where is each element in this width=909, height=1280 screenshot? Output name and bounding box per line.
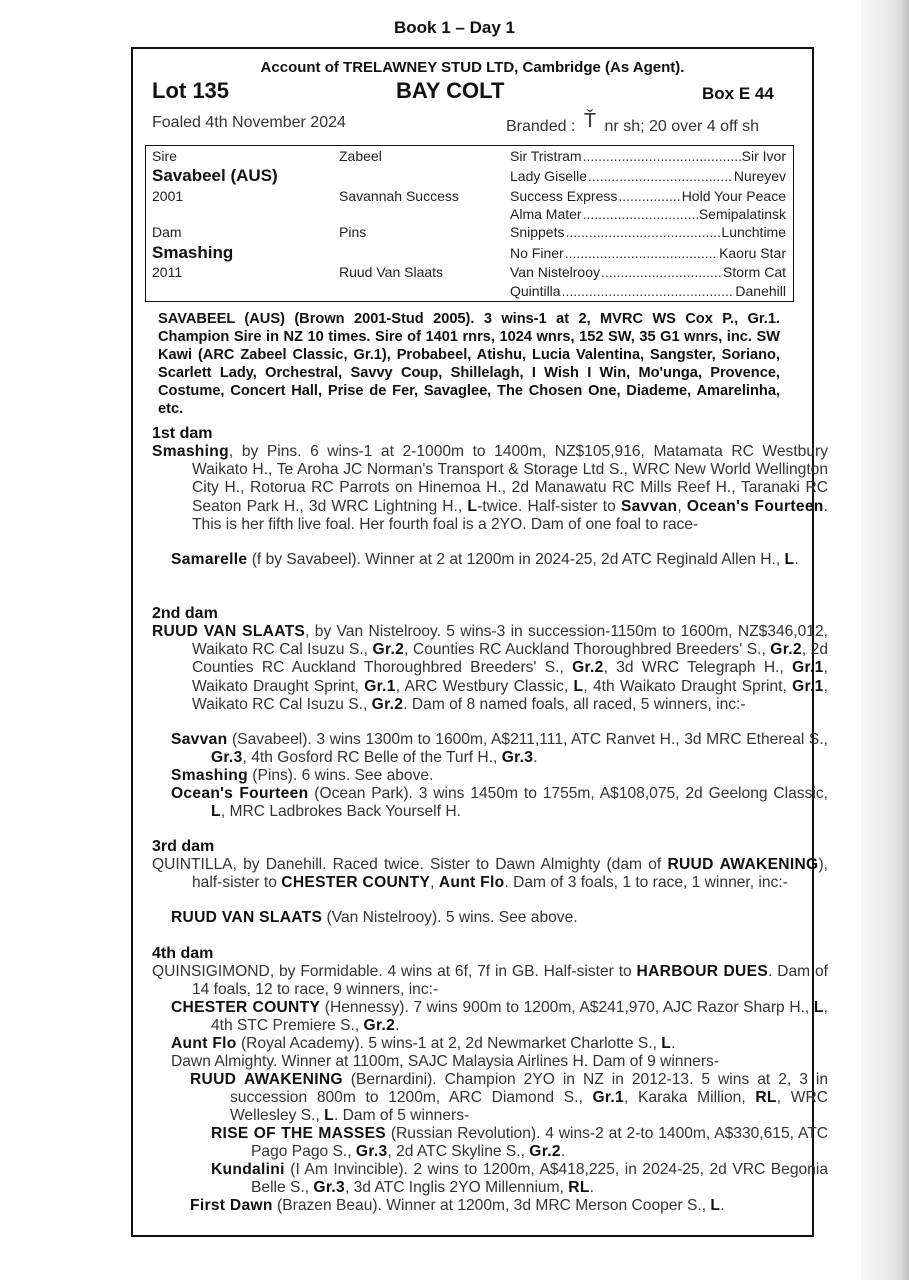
progeny-name: Ocean's Fourteen (171, 785, 309, 802)
group-label: Gr.3 (313, 1179, 345, 1197)
granddam: Ruud Van Slaats (339, 264, 444, 280)
text: , by Van Nistelrooy. 5 wins-3 in succession-1150m to 1600m, NZ$346,012, Waikato RC Cal Isuzu S., (192, 623, 828, 659)
progeny-name: Kundalini (211, 1161, 285, 1178)
box-number: Box E 44 (702, 84, 774, 103)
progeny-name: RUUD VAN SLAATS (171, 909, 323, 926)
grandsire: Zabeel (339, 148, 382, 164)
listed-label: L (467, 497, 478, 515)
text: , 2d Counties RC Auckland Thoroughbred Breeders' S., (192, 641, 829, 677)
pedigree-gen3-row (510, 168, 786, 184)
gen3-left: Quintilla (510, 283, 561, 299)
text: . (671, 1035, 676, 1052)
text: , Karaka Million, (624, 1089, 756, 1107)
gen3-right: Sir Ivor (741, 148, 786, 164)
text: , WRC Wellesley S., (230, 1089, 829, 1125)
dam-name: Smashing (152, 443, 229, 460)
pedigree-gen3-row (510, 224, 786, 240)
fourth-dam-progeny-dawn-almighty: Dawn Almighty. Winner at 1100m, SAJC Malaysia Airlines H. Dam of 9 winners- (171, 1053, 719, 1070)
gen3-right: Danehill (735, 283, 786, 299)
grand-progeny-ruud-awakening (190, 1071, 828, 1126)
text: , Waikato Draught Sprint, (192, 659, 828, 695)
pedigree-gen3-row (510, 148, 786, 164)
text: ), half-sister to (192, 856, 829, 892)
group-label: Gr.2 (572, 659, 604, 677)
gen3-right: Kaoru Star (719, 245, 786, 261)
second-dam-progeny-2 (171, 767, 828, 785)
first-dam-foal (171, 551, 828, 569)
dam-year: 2011 (152, 264, 183, 280)
text: (I Am Invincible). 2 wins to 1200m, A$418,225, in 2024-25, 2d VRC Begonia Belle S., (251, 1161, 828, 1197)
listed-label: L (784, 551, 795, 568)
text: (Royal Academy). 5 wins-1 at 2, 2d Newmarket Charlotte S., (236, 1035, 662, 1052)
group-label: Gr.2 (363, 1017, 396, 1035)
group-label: Gr.2 (529, 1143, 561, 1161)
group-label: Gr.3 (501, 749, 534, 767)
pedigree-gen3-row (510, 206, 786, 222)
text: (Hennessy). 7 wins 900m to 1200m, A$241,970, AJC Razor Sharp H., (320, 999, 814, 1016)
second-dam-heading: 2nd dam (152, 605, 218, 622)
sire-name: Savabeel (AUS) (152, 166, 278, 185)
page-edge-shadow (861, 0, 909, 1280)
pedigree-gen3-row (510, 283, 786, 299)
text: . This is her fifth live foal. Her fourth foal is a 2YO. Dam of one foal to race- (192, 497, 828, 533)
listed-label: L (324, 1107, 334, 1125)
gen3-right: Nureyev (733, 168, 786, 184)
progeny-name: Smashing (171, 767, 248, 784)
progeny-name: RUUD AWAKENING (190, 1071, 343, 1088)
foal-name: Samarelle (171, 551, 248, 568)
text: , (677, 497, 687, 515)
text: . Dam of 3 foals, 1 to race, 1 winner, inc:- (504, 874, 788, 892)
text: . Dam of 8 named foals, all raced, 5 winners, inc:- (403, 695, 746, 713)
progeny-name: CHESTER COUNTY (171, 999, 321, 1016)
group-label: Gr.2 (371, 695, 404, 713)
colour-sex: BAY COLT (396, 78, 505, 103)
listed-label: L (573, 677, 584, 695)
grand-progeny-first-dawn (190, 1197, 828, 1215)
text: , 3d WRC Telegraph H., (603, 659, 793, 677)
branded-text: nr sh; 20 over 4 off sh (604, 118, 759, 135)
text: , 4th Waikato Draught Sprint, (583, 677, 793, 695)
first-dam-heading: 1st dam (152, 425, 213, 442)
third-dam-text (152, 856, 828, 892)
horse-name: HARBOUR DUES (636, 963, 769, 980)
sire-summary: SAVABEEL (AUS) (Brown 2001-Stud 2005). 3 wins-1 at 2, MVRC WS Cox P., Gr.1. Champion Sire in NZ 10 times. Sire of 1401 rnrs, 1024 wnrs, 152 SW, 35 G1 wnrs, inc. SW Kawi (ARC Zabeel Classic, Gr.1), Probabeel, Atishu, Lucia Valentina, Sangster, Soriano, Scarlett Lady, Orchestral, Savvy Coup, Shillelagh, I Wish I Win, Mo'unga, Provence, Costume, Concert Hall, Prise de Fer, Savaglee, The Chosen One, Diademe, Amarelinha, etc. (158, 311, 780, 417)
vendor-line: Account of TRELAWNEY STUD LTD, Cambridge (As Agent). (260, 59, 685, 76)
text: , Counties RC Auckland Thoroughbred Breeders' S., (404, 641, 771, 659)
gen3-left: Success Express (510, 188, 618, 204)
group-label: Gr.2 (372, 641, 405, 659)
progeny-name: RISE OF THE MASSES (211, 1125, 387, 1142)
gen3-left: Van Nistelrooy (510, 264, 601, 280)
progeny-name: Aunt Flo (171, 1035, 237, 1052)
sire-dam: Savannah Success (339, 188, 459, 204)
second-dam-text (152, 623, 828, 714)
text: (Van Nistelrooy). 5 wins. See above. (322, 909, 578, 926)
horse-name: RUUD AWAKENING (667, 856, 819, 873)
text: (Savabeel). 3 wins 1300m to 1600m, A$211,111, ATC Ranvet H., 3d MRC Ethereal S., (227, 731, 828, 748)
text: (Ocean Park). 3 wins 1450m to 1755m, A$108,075, 2d Geelong Classic, (308, 785, 828, 802)
sibling-name: Ocean's Fourteen (686, 497, 824, 515)
gen3-right: Hold Your Peace (681, 188, 786, 204)
text: . Dam of 5 winners- (334, 1107, 470, 1125)
text: . (720, 1197, 725, 1214)
horse-name: CHESTER COUNTY (281, 874, 431, 892)
foaled-date: Foaled 4th November 2024 (152, 114, 346, 131)
text: , 4th STC Premiere S., (211, 999, 829, 1035)
text: QUINSIGIMOND, by Formidable. 4 wins at 6f, 7f in GB. Half-sister to (152, 963, 637, 980)
second-dam-progeny-1 (171, 731, 828, 767)
pedigree-gen3-row (510, 188, 786, 204)
great-grand-progeny-kundalini (211, 1161, 828, 1197)
text: , 3d ATC Inglis 2YO Millennium, (344, 1179, 569, 1197)
first-dam-text (152, 443, 828, 534)
dam-name: Smashing (152, 243, 234, 262)
branded-label: Branded : (506, 118, 576, 135)
text: . (395, 1017, 400, 1035)
lot-number: Lot 135 (152, 78, 230, 103)
text: (f by Savabeel). Winner at 2 at 1200m in 2024-25, 2d ATC Reginald Allen H., (247, 551, 785, 568)
group-label: Gr.3 (211, 749, 243, 767)
group-label: Gr.1 (364, 677, 396, 695)
text: . (560, 1143, 566, 1161)
gen3-right: Lunchtime (721, 224, 786, 240)
text: , 2d ATC Skyline S., (387, 1143, 530, 1161)
gen3-right: Storm Cat (722, 264, 786, 280)
pedigree-gen3-row (510, 264, 786, 280)
fourth-dam-text (152, 963, 828, 999)
group-label: Gr.1 (792, 659, 824, 677)
damsire: Pins (339, 224, 367, 240)
text: . (794, 551, 799, 568)
restricted-listed-label: RL (755, 1089, 777, 1107)
listed-label: L (710, 1197, 721, 1214)
text: QUINTILLA, by Danehill. Raced twice. Sister to Dawn Almighty (dam of (152, 856, 668, 873)
gen3-left: Snippets (510, 224, 565, 240)
text: , by Pins. 6 wins-1 at 2-1000m to 1400m, NZ$105,916, Matamata RC Westbury Waikato H., Te Aroha JC Norman's Transport & Storage Ltd S., WRC New World Wellington City H., Rotorua RC Parrots on Hinemoa H., 2d Manawatu RC Mills Reef H., Taranaki RC Seaton Park H., 3d WRC Lightning H., (192, 443, 828, 515)
listed-label: L (211, 803, 221, 821)
group-label: Gr.2 (770, 641, 802, 659)
branded-line (506, 110, 759, 137)
progeny-name: First Dawn (190, 1197, 273, 1214)
third-dam-heading: 3rd dam (152, 838, 215, 855)
sire-label: Sire (152, 148, 177, 164)
second-dam-progeny-3 (171, 785, 828, 821)
text: (Bernardini). Champion 2YO in NZ in 2012-13. 5 wins at 2, 3 in succession 800m to 1200m, ARC Diamond S., (230, 1071, 828, 1107)
brand-mark-icon: Ť (583, 110, 597, 132)
text: . (589, 1179, 594, 1197)
dam-name: RUUD VAN SLAATS (152, 623, 306, 640)
restricted-listed-label: RL (568, 1179, 590, 1197)
text: (Russian Revolution). 4 wins-2 at 2-to 1400m, A$330,615, ATC Pago Pago S., (251, 1125, 828, 1161)
listed-label: L (813, 999, 824, 1016)
great-grand-progeny-rise-of-the-masses (211, 1125, 828, 1161)
gen3-left: Alma Mater (510, 206, 582, 222)
gen3-left: No Finer (510, 245, 564, 261)
text: (Pins). 6 wins. See above. (247, 767, 434, 784)
gen3-left: Sir Tristram (510, 148, 582, 164)
gen3-right: Semipalatinsk (698, 206, 786, 222)
text: . (533, 749, 538, 767)
fourth-dam-progeny-chester-county (171, 999, 828, 1035)
group-label: Gr.3 (355, 1143, 388, 1161)
text: . Dam of 14 foals, 12 to race, 9 winners, inc:- (192, 963, 828, 999)
pedigree-gen3-row (510, 245, 786, 261)
text: , MRC Ladbrokes Back Yourself H. (220, 803, 461, 821)
text: , (430, 874, 439, 892)
fourth-dam-heading: 4th dam (152, 945, 214, 962)
group-label: Gr.1 (592, 1089, 625, 1107)
gen3-left: Lady Giselle (510, 168, 588, 184)
book-day-title: Book 1 – Day 1 (394, 18, 515, 37)
text: (Brazen Beau). Winner at 1200m, 3d MRC Merson Cooper S., (272, 1197, 711, 1214)
group-label: Gr.1 (792, 677, 824, 695)
third-dam-progeny-1 (171, 909, 828, 927)
progeny-name: Savvan (171, 731, 228, 748)
dam-label: Dam (152, 224, 182, 240)
text: , Waikato RC Cal Isuzu S., (192, 677, 828, 713)
sibling-name: Savvan (620, 497, 678, 515)
listed-label: L (661, 1035, 672, 1052)
text: -twice. Half-sister to (477, 497, 621, 515)
horse-name: Aunt Flo (438, 874, 505, 892)
text: , ARC Westbury Classic, (395, 677, 574, 695)
sire-year: 2001 (152, 188, 184, 204)
fourth-dam-progeny-aunt-flo (171, 1035, 828, 1053)
text: , 4th Gosford RC Belle of the Turf H., (242, 749, 502, 767)
